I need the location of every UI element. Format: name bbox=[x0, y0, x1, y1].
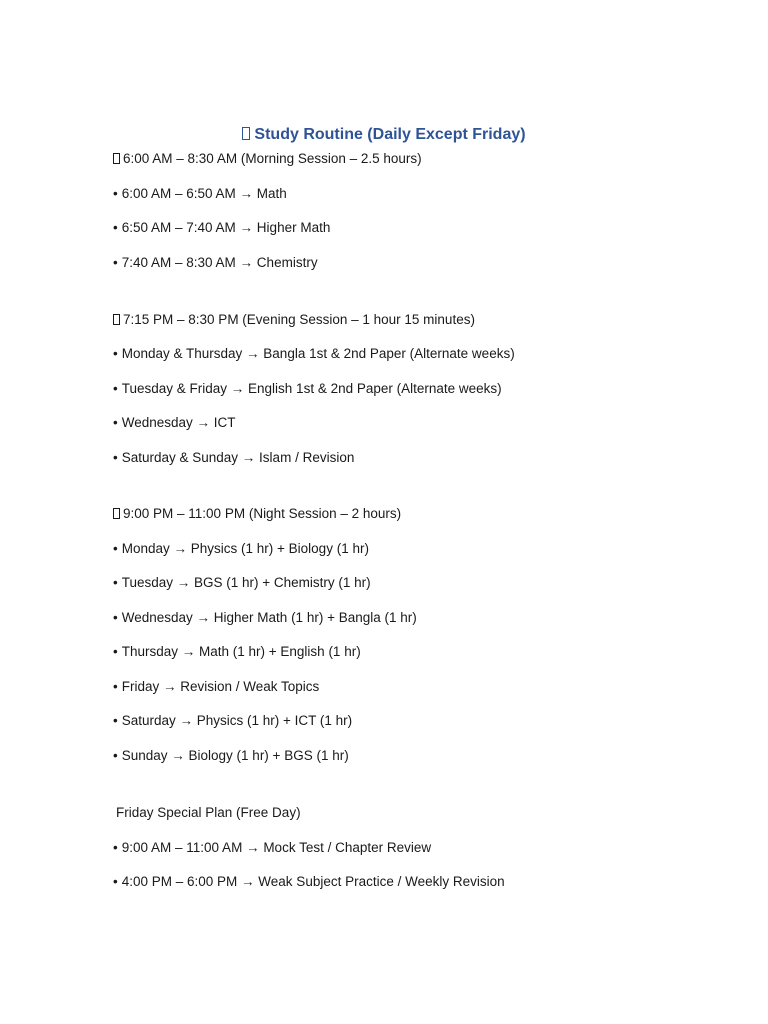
evening-item: • Wednesday → ICT bbox=[113, 415, 236, 430]
bullet: • bbox=[113, 840, 118, 855]
missing-glyph-icon bbox=[113, 314, 120, 325]
evening-item: • Tuesday & Friday → English 1st & 2nd Paper (Alternate weeks) bbox=[113, 381, 502, 396]
bullet: • bbox=[113, 220, 118, 235]
bullet: • bbox=[113, 541, 118, 556]
night-item: • Thursday → Math (1 hr) + English (1 hr) bbox=[113, 644, 361, 659]
morning-item: • 6:00 AM – 6:50 AM → Math bbox=[113, 186, 287, 201]
missing-glyph-icon bbox=[113, 153, 120, 164]
morning-session-heading: 6:00 AM – 8:30 AM (Morning Session – 2.5 hours) bbox=[113, 150, 422, 168]
missing-glyph-icon bbox=[242, 127, 250, 140]
night-session-heading: 9:00 PM – 11:00 PM (Night Session – 2 hours) bbox=[113, 505, 401, 523]
night-item: • Tuesday → BGS (1 hr) + Chemistry (1 hr) bbox=[113, 575, 371, 590]
document-title-text: Study Routine (Daily Except Friday) bbox=[254, 126, 526, 143]
bullet: • bbox=[113, 610, 118, 625]
night-item: • Monday → Physics (1 hr) + Biology (1 hr) bbox=[113, 541, 369, 556]
bullet: • bbox=[113, 748, 118, 763]
bullet: • bbox=[113, 186, 118, 201]
morning-item: • 6:50 AM – 7:40 AM → Higher Math bbox=[113, 220, 331, 235]
bullet: • bbox=[113, 346, 118, 361]
evening-item: • Monday & Thursday → Bangla 1st & 2nd Paper (Alternate weeks) bbox=[113, 346, 515, 361]
friday-plan-heading: Friday Special Plan (Free Day) bbox=[116, 805, 301, 820]
bullet: • bbox=[113, 713, 118, 728]
night-item: • Sunday → Biology (1 hr) + BGS (1 hr) bbox=[113, 748, 349, 763]
friday-item: • 4:00 PM – 6:00 PM → Weak Subject Practice / Weekly Revision bbox=[113, 874, 505, 889]
bullet: • bbox=[113, 874, 118, 889]
bullet: • bbox=[113, 679, 118, 694]
night-item: • Saturday → Physics (1 hr) + ICT (1 hr) bbox=[113, 713, 353, 728]
missing-glyph-icon bbox=[113, 508, 120, 519]
bullet: • bbox=[113, 575, 118, 590]
night-item: • Wednesday → Higher Math (1 hr) + Bangla (1 hr) bbox=[113, 610, 417, 625]
evening-item: • Saturday & Sunday → Islam / Revision bbox=[113, 450, 355, 465]
bullet: • bbox=[113, 644, 118, 659]
bullet: • bbox=[113, 450, 118, 465]
friday-item: • 9:00 AM – 11:00 AM → Mock Test / Chapter Review bbox=[113, 840, 432, 855]
night-item: • Friday → Revision / Weak Topics bbox=[113, 679, 320, 694]
document-title bbox=[0, 124, 768, 146]
morning-item: • 7:40 AM – 8:30 AM → Chemistry bbox=[113, 255, 318, 270]
bullet: • bbox=[113, 255, 118, 270]
bullet: • bbox=[113, 381, 118, 396]
bullet: • bbox=[113, 415, 118, 430]
evening-session-heading: 7:15 PM – 8:30 PM (Evening Session – 1 hour 15 minutes) bbox=[113, 311, 475, 329]
